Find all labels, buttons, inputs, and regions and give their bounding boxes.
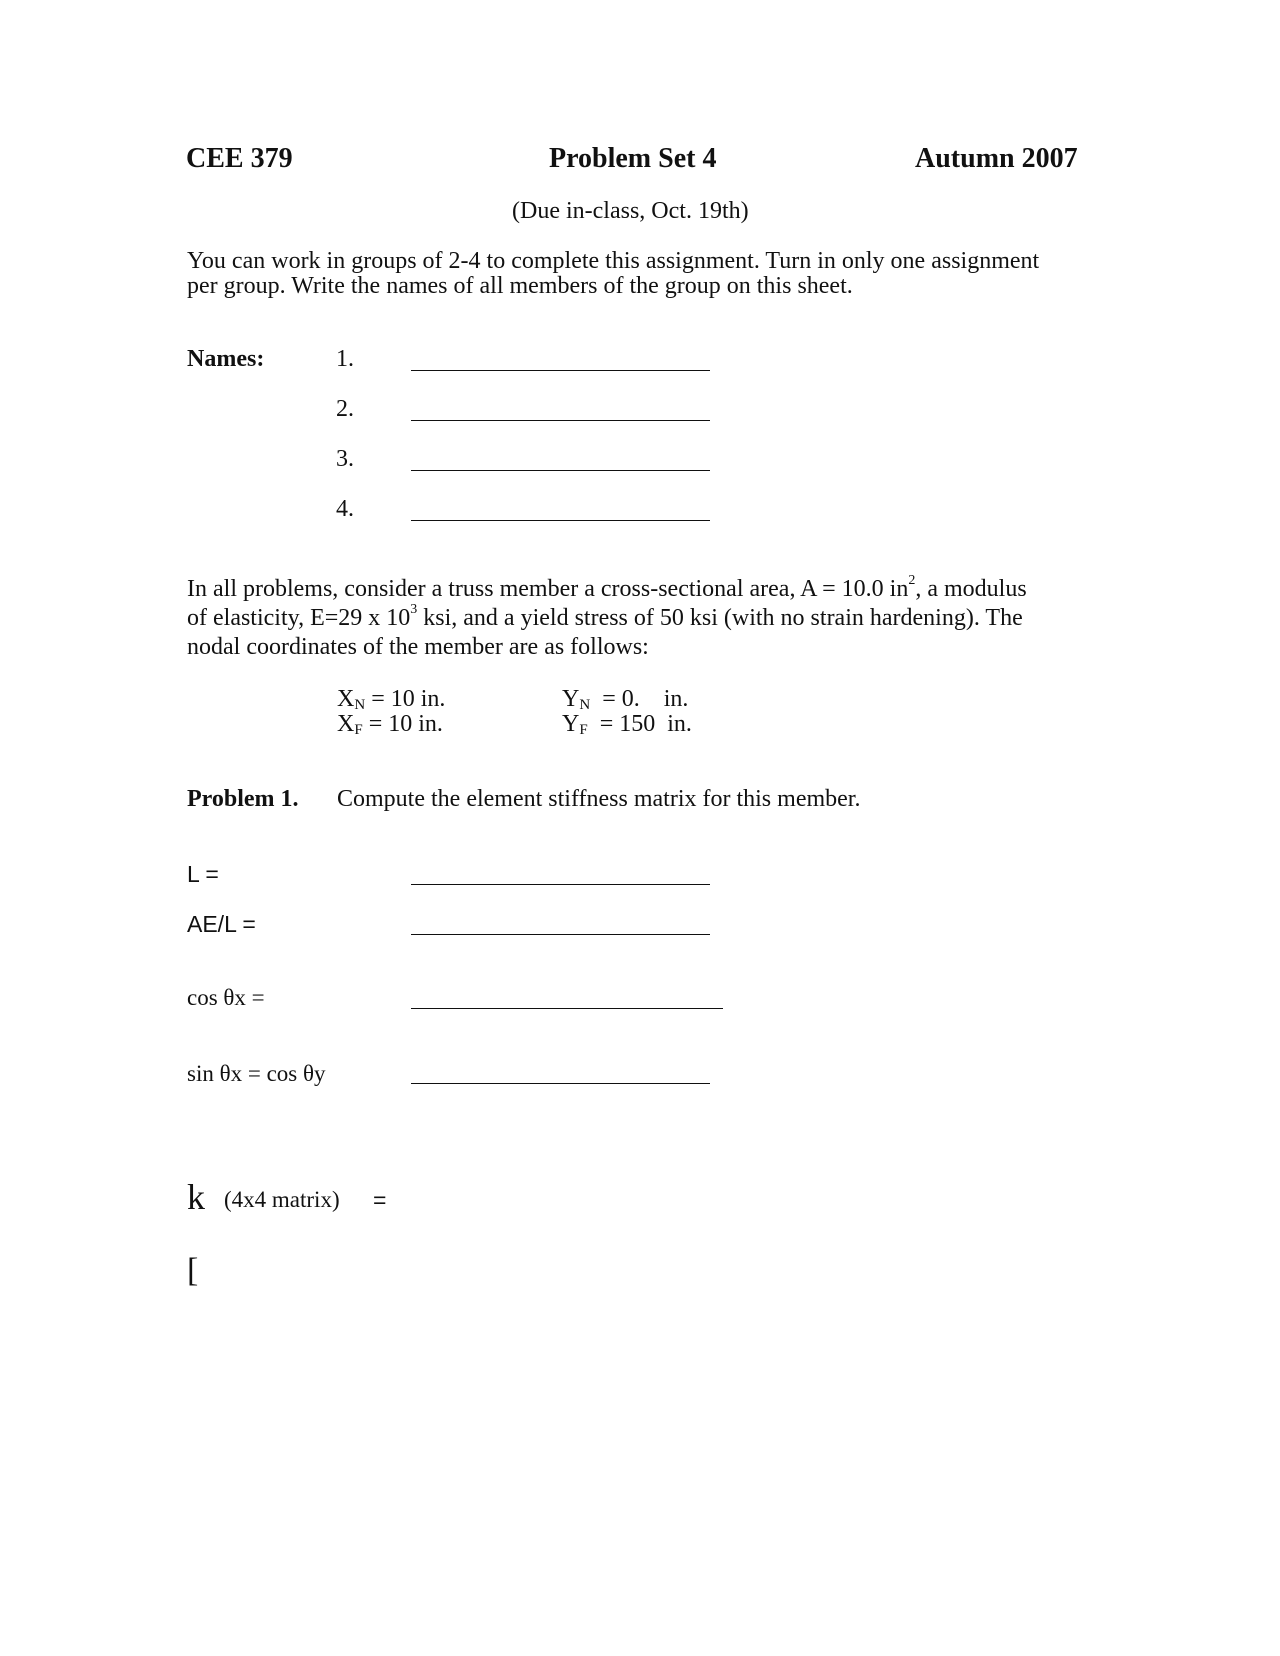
names-label: Names:	[187, 346, 265, 372]
name-4-field[interactable]	[411, 520, 710, 521]
matrix-equals: =	[373, 1187, 387, 1213]
ae-l-field[interactable]	[411, 934, 710, 935]
coord-xn: $X_N = 10$ in.	[337, 686, 446, 713]
coord-yf: $Y_F = 150$ in.	[562, 711, 692, 738]
coord-xf: $X_F = 10$ in.	[337, 711, 443, 738]
problem-1-label: Problem 1.	[187, 786, 299, 812]
coord-yn: $Y_N = 0$. in.	[562, 686, 689, 713]
stiffness-k: k	[187, 1177, 205, 1217]
page-title: Problem Set 4	[549, 143, 717, 174]
problem-text-line-2: of elasticity, E=29 x $10^3$ ksi, and a yield stress of 50 ksi (with no strain hardening). The	[187, 602, 1023, 631]
sin-label: sin θx = cos θy	[187, 1061, 326, 1086]
length-label: L =	[187, 861, 219, 887]
due-date: (Due in-class, Oct. 19th)	[512, 198, 749, 224]
name-2-field[interactable]	[411, 420, 710, 421]
name-number: 2.	[336, 396, 354, 422]
problem-text-line-1: In all problems, consider a truss member a cross-sectional area, A = 10.0 $in^2$, a modulus	[187, 573, 1027, 602]
cos-label: cos θx =	[187, 985, 265, 1010]
problem-1-text: Compute the element stiffness matrix for this member.	[337, 786, 861, 812]
name-1-field[interactable]	[411, 370, 710, 371]
name-number: 3.	[336, 446, 354, 472]
length-field[interactable]	[411, 884, 710, 885]
name-number: 4.	[336, 496, 354, 522]
term: Autumn 2007	[915, 143, 1078, 174]
ae-l-label: AE/L =	[187, 911, 256, 937]
matrix-description: (4x4 matrix)	[224, 1187, 340, 1212]
matrix-bracket: [	[187, 1252, 199, 1289]
name-3-field[interactable]	[411, 470, 710, 471]
name-number: 1.	[336, 346, 354, 372]
intro-line-2: per group. Write the names of all members of the group on this sheet.	[187, 273, 853, 299]
course-code: CEE 379	[186, 143, 293, 174]
sin-field[interactable]	[411, 1083, 710, 1084]
cos-field[interactable]	[411, 1008, 723, 1009]
intro-line-1: You can work in groups of 2-4 to complete this assignment. Turn in only one assignment	[187, 248, 1040, 274]
problem-text-line-3: nodal coordinates of the member are as follows:	[187, 634, 649, 660]
